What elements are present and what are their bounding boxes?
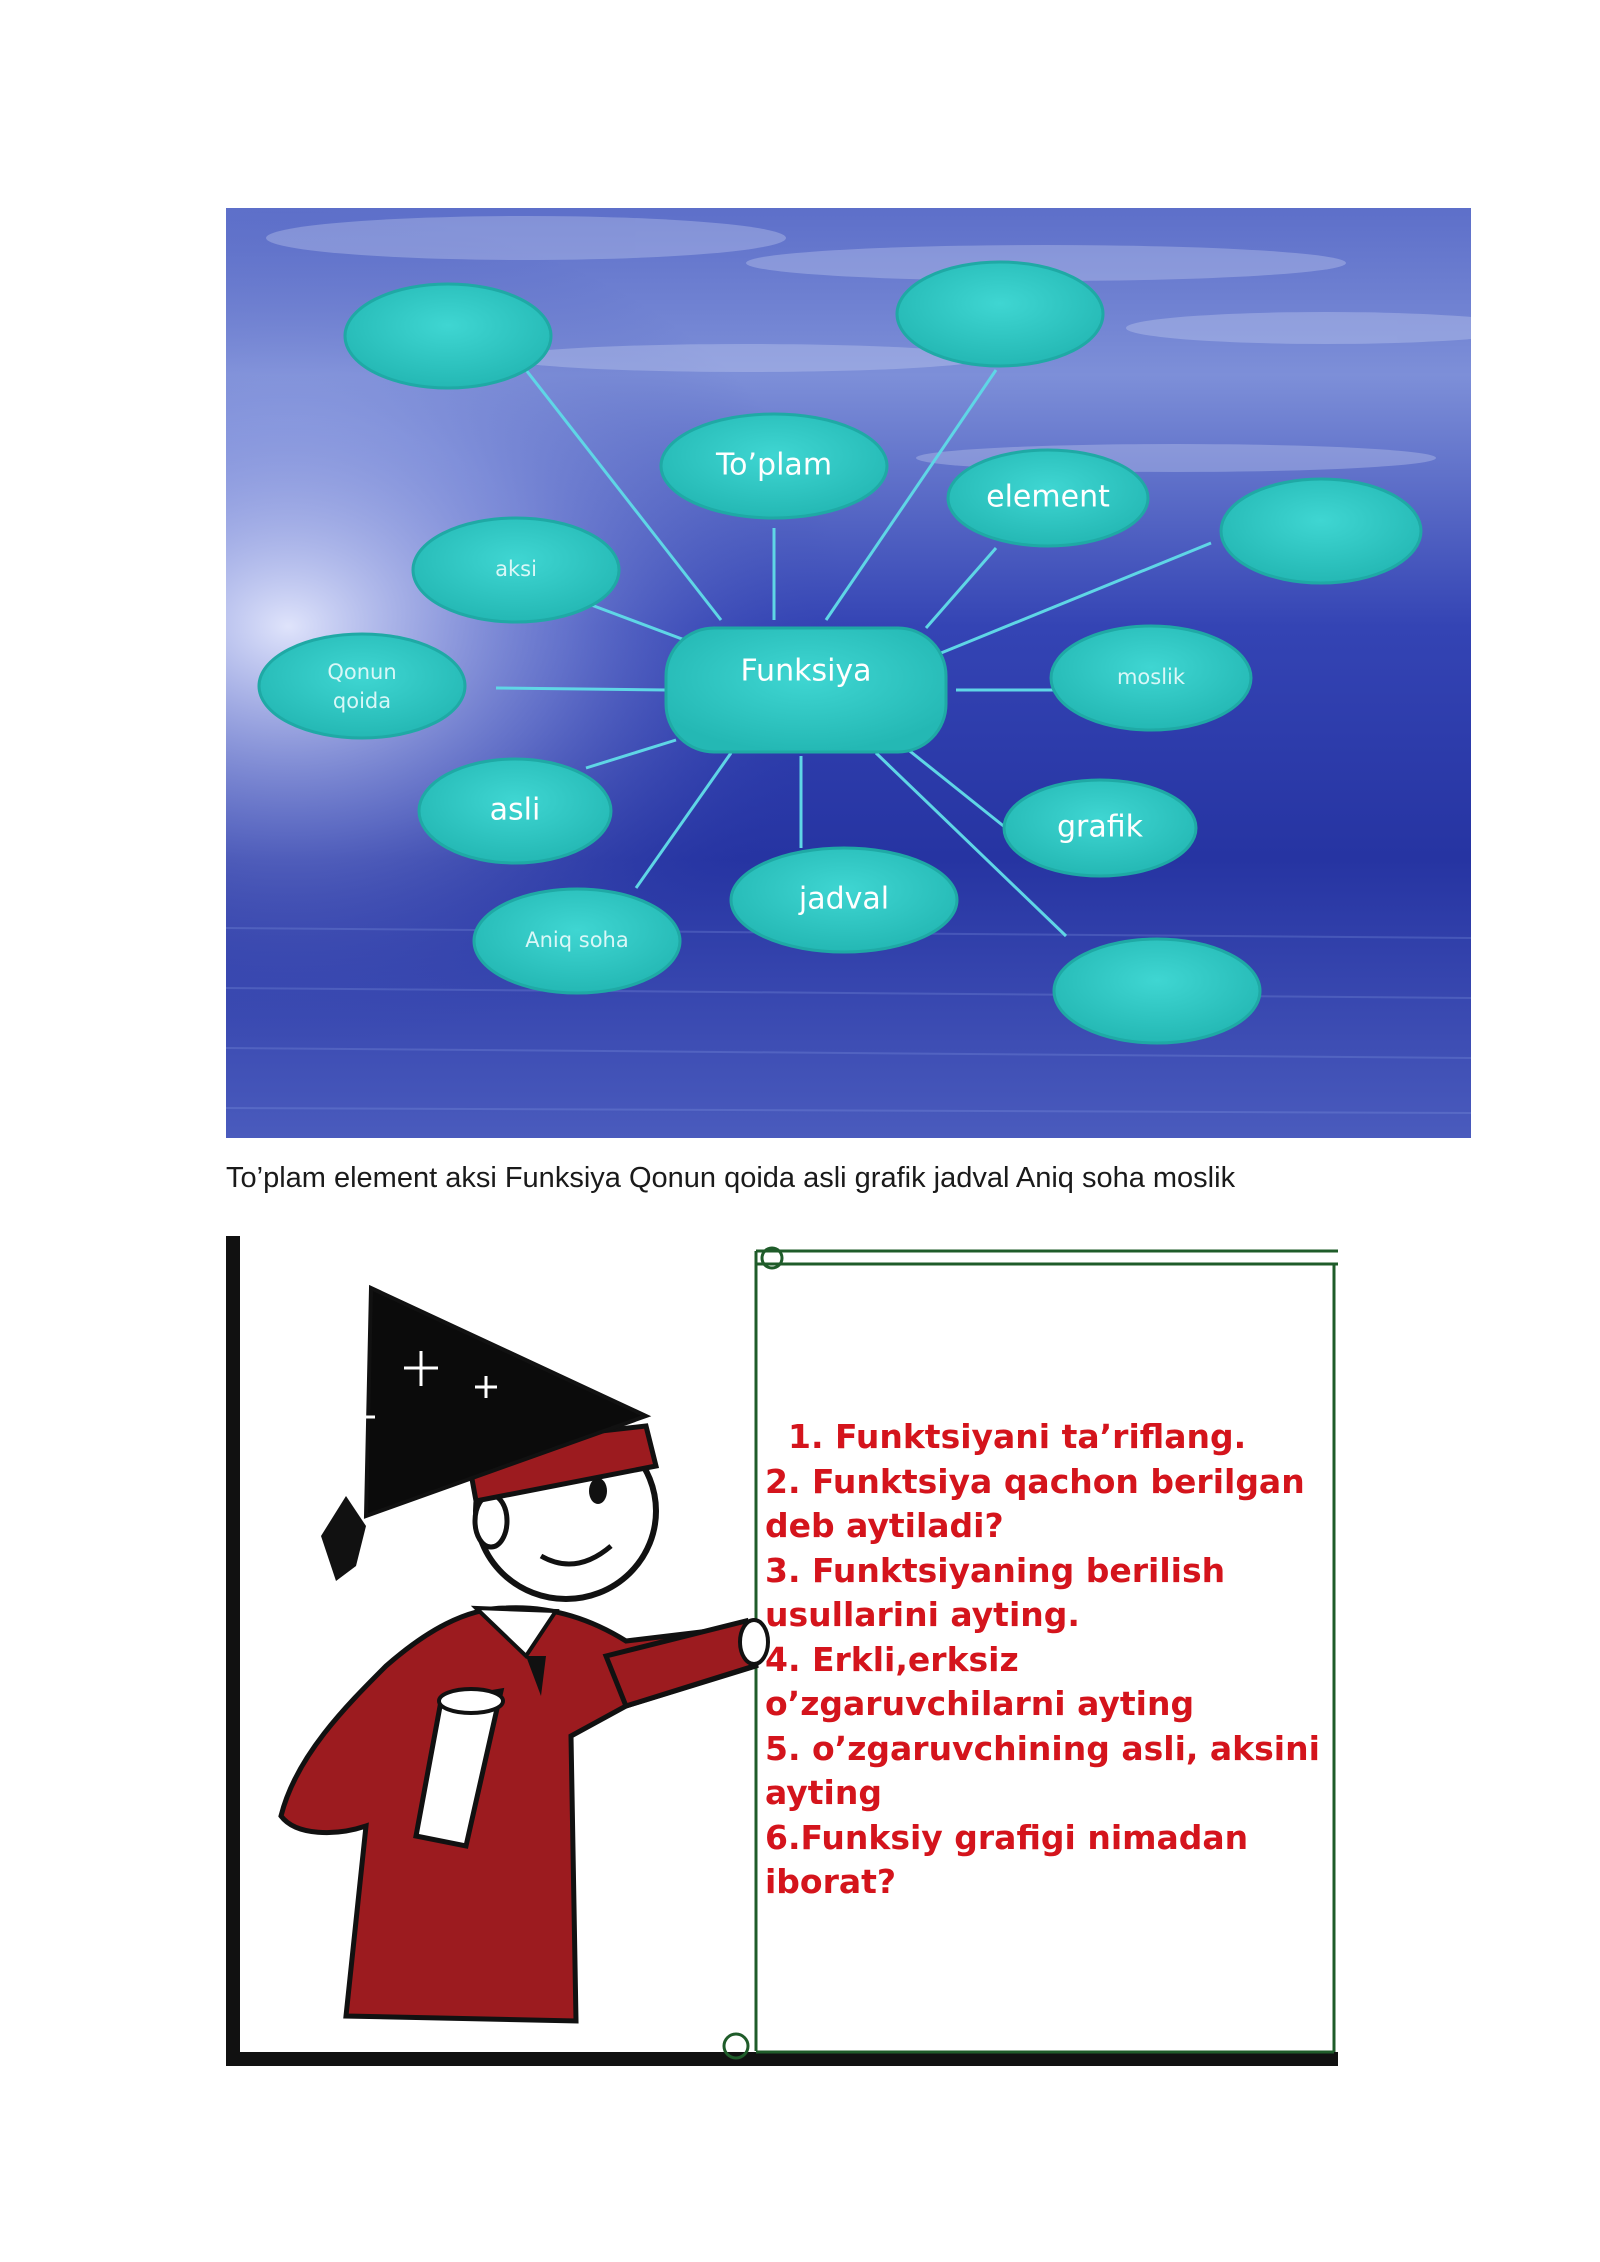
question-line: 1. Funktsiyani ta’riflang. (765, 1417, 1247, 1456)
question-line: usullarini ayting. (765, 1595, 1080, 1634)
question-line: iborat? (765, 1862, 897, 1901)
label-toplam: To’plam (715, 447, 833, 483)
frame-left-border (226, 1236, 240, 2066)
label-qonun: Qonun (327, 660, 397, 684)
label-aniq-soha: Aniq soha (525, 928, 629, 952)
empty-node-right (1221, 479, 1421, 583)
label-asli: asli (489, 792, 541, 828)
question-line: 5. o’zgaruvchining asli, aksini (765, 1728, 1320, 1768)
question-line: deb aytiladi? (765, 1506, 1004, 1545)
empty-node-top-right (897, 262, 1103, 366)
label-aksi: aksi (495, 557, 537, 581)
label-grafik: grafik (1056, 809, 1144, 845)
label-moslik: moslik (1116, 665, 1186, 689)
questions-list (765, 1415, 1335, 1905)
question-line: 3. Funktsiyaning berilish (765, 1550, 1226, 1590)
label-jadval: jadval (798, 881, 890, 917)
question-line: 2. Funktsiya qachon berilgan (765, 1461, 1305, 1501)
empty-node-top-left (345, 284, 551, 388)
question-line: ayting (765, 1773, 882, 1812)
empty-node-bottom-right (1054, 939, 1260, 1043)
node-qonun-qoida (259, 634, 465, 738)
node-funksiya (666, 628, 946, 752)
frame-bottom-border (226, 2052, 1338, 2066)
mind-map-image (226, 208, 1471, 1138)
question-line: o’zgaruvchilarni ayting (765, 1684, 1195, 1723)
label-element: element (986, 479, 1110, 515)
label-qoida: qoida (332, 689, 392, 713)
question-line: 4. Erkli,erksiz (765, 1639, 1019, 1679)
caption-text: To’plam element aksi Funksiya Qonun qoida asli grafik jadval Aniq soha moslik (226, 1162, 1236, 1194)
label-funksiya: Funksiya (740, 653, 872, 689)
question-line: 6.Funksiy grafigi nimadan (765, 1817, 1249, 1857)
